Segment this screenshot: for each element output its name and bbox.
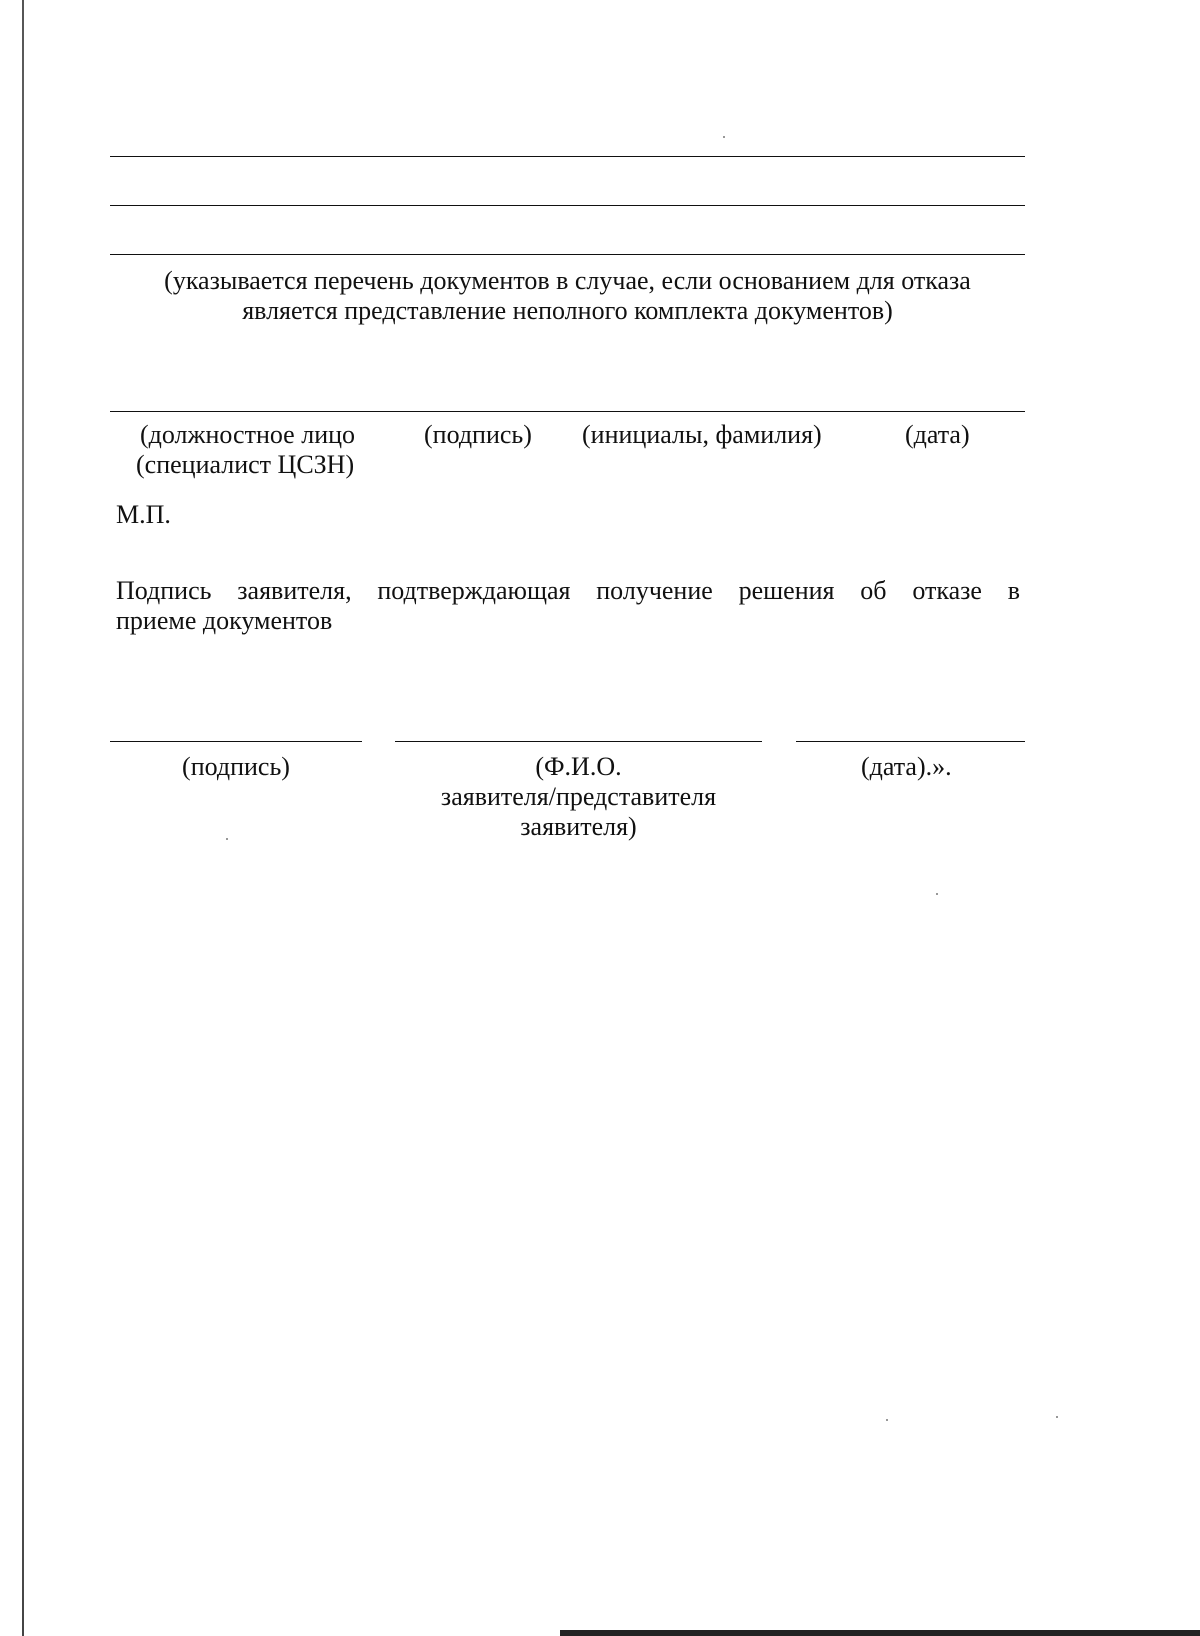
scan-speck xyxy=(886,1419,888,1421)
scan-speck xyxy=(936,893,938,895)
official-position-label: (специалист ЦСЗН) xyxy=(136,450,355,479)
applicant-signature-label: (подпись) xyxy=(182,752,290,781)
official-signature-label: (подпись) xyxy=(424,420,532,449)
official-position-label: (должностное лицо xyxy=(140,420,356,449)
blank-line xyxy=(110,254,1025,255)
applicant-statement: Подпись заявителя, подтверждающая получение решения об отказе в xyxy=(116,576,1020,605)
hint-text: (указывается перечень документов в случае, если основанием для отказа xyxy=(164,266,971,295)
scan-edge xyxy=(22,0,24,1636)
applicant-date-line xyxy=(796,741,1025,742)
applicant-fio-label: (Ф.И.О. xyxy=(535,752,622,781)
scan-edge xyxy=(560,1630,1200,1636)
applicant-statement: приеме документов xyxy=(116,606,333,635)
stamp-label: М.П. xyxy=(116,500,171,529)
applicant-fio-label: заявителя) xyxy=(520,812,637,841)
official-date-label: (дата) xyxy=(905,420,970,449)
applicant-date-label: (дата).». xyxy=(861,752,952,781)
applicant-fio-label: заявителя/представителя xyxy=(440,782,717,811)
scan-speck xyxy=(1056,1416,1058,1418)
applicant-name-line xyxy=(395,741,762,742)
blank-line xyxy=(110,156,1025,157)
signature-line xyxy=(110,411,1025,412)
applicant-signature-line xyxy=(110,741,362,742)
scan-speck xyxy=(723,136,725,138)
official-name-label: (инициалы, фамилия) xyxy=(582,420,822,449)
hint-text: является представление неполного комплекта документов) xyxy=(242,296,893,325)
scan-speck xyxy=(226,838,228,840)
blank-line xyxy=(110,205,1025,206)
